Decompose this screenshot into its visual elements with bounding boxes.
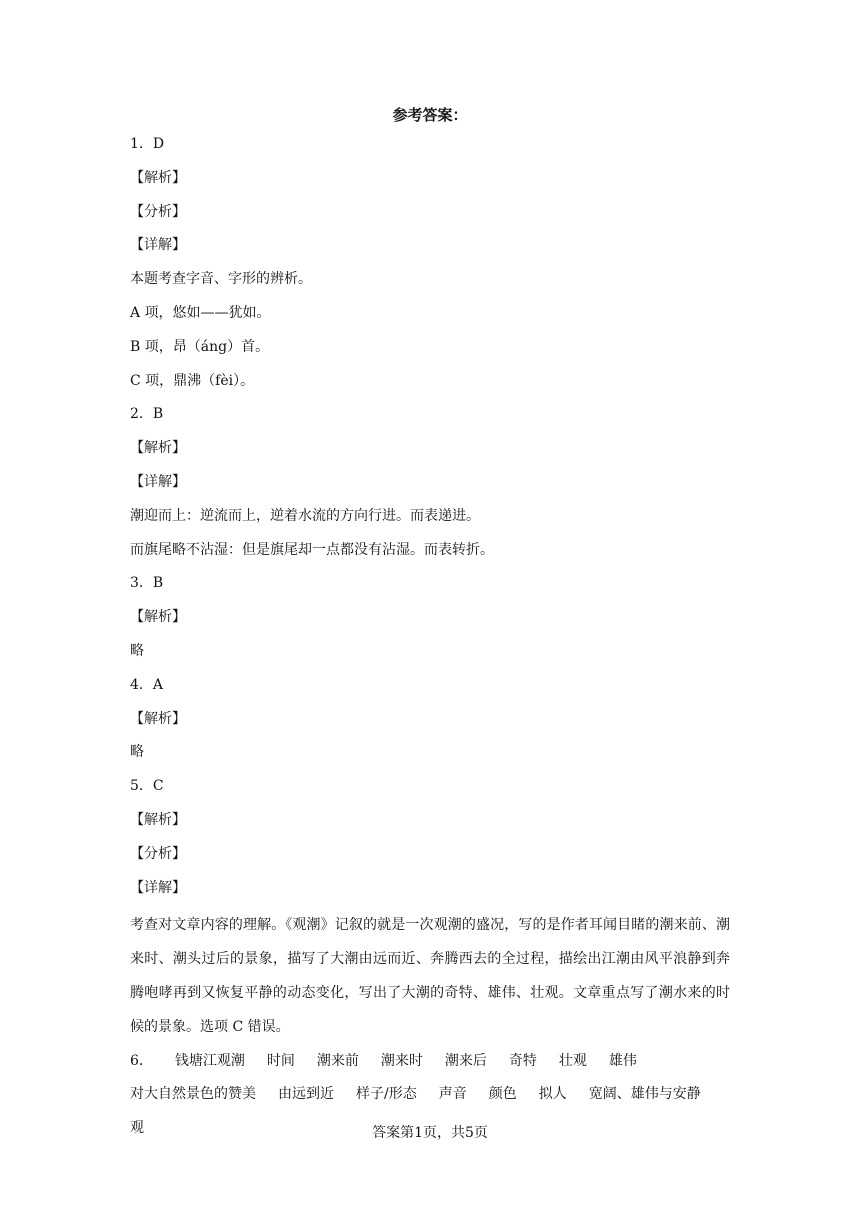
answer-term: 样子/形态 [356, 1086, 417, 1103]
analysis-paragraph: 考查对文章内容的理解。《观潮》记叙的就是一次观潮的盛况，写的是作者耳闻目睹的潮来前、潮来时、潮头过后的景象，描写了大潮由远而近、奔腾西去的全过程，描绘出江潮由风平浪静到奔腾咆哮再到又恢复平静的动态变化，写出了大潮的奇特、雄伟、壮观。文章重点写了潮水来的时候的景象。选项 C 错误。 [130, 917, 730, 1035]
answer-term: 雄伟 [608, 1052, 637, 1069]
answer-term: 潮来时 [380, 1052, 423, 1069]
answer-line: 潮迎而上：逆流而上，逆着水流的方向行进。而表递进。 [130, 507, 480, 524]
answer-line: 而旗尾略不沾湿：但是旗尾却一点都没有沾湿。而表转折。 [130, 541, 494, 558]
answer-line: B 项，昂（áng）首。 [130, 338, 270, 355]
answer-line: 2．B [130, 406, 164, 423]
answer-term: 声音 [438, 1086, 467, 1103]
answer-line: 【解析】 [130, 440, 186, 457]
answer-term: 时间 [266, 1052, 295, 1069]
answer-term: 观 [130, 1120, 144, 1137]
answer-line: 【详解】 [130, 237, 186, 254]
answer-term: 对大自然景色的赞美 [130, 1086, 256, 1103]
answer-line: 5．C [130, 778, 164, 795]
answer-line: 4．A [130, 676, 164, 693]
answer-term: 潮来后 [444, 1052, 487, 1069]
answer-line: 【解析】 [130, 169, 186, 186]
answer-term: 潮来前 [316, 1052, 359, 1069]
answer-content [130, 132, 730, 1146]
answer-line: C 项，鼎沸（fèi）。 [130, 372, 255, 389]
answer-line: 【解析】 [130, 811, 186, 828]
answer-line: 【详解】 [130, 879, 186, 896]
answer-term: 拟人 [538, 1086, 567, 1103]
answer-term: 壮观 [558, 1052, 587, 1069]
answer-line: A 项，悠如——犹如。 [130, 304, 271, 321]
answer-line: 略 [130, 744, 144, 761]
question-6-number: 6． [130, 1052, 153, 1069]
answer-line: 略 [130, 642, 144, 659]
answer-line: 【分析】 [130, 845, 186, 862]
answer-term: 颜色 [488, 1086, 517, 1103]
answer-line: 3．B [130, 575, 164, 592]
answer-term: 钱塘江观潮 [174, 1052, 245, 1069]
answer-line: 【解析】 [130, 609, 186, 626]
answer-line: 【详解】 [130, 473, 186, 490]
answer-term: 由远到近 [278, 1086, 334, 1103]
answer-term: 宽阔、雄伟与安静 [588, 1086, 701, 1103]
page-title: 参考答案： [392, 106, 468, 124]
answer-line: 本题考查字音、字形的辨析。 [130, 271, 312, 288]
answer-line: 【解析】 [130, 710, 186, 727]
answer-term: 奇特 [508, 1052, 537, 1069]
page-footer: 答案第1页，共5页 [372, 1125, 488, 1141]
answer-line: 【分析】 [130, 203, 186, 220]
answer-line: 1．D [130, 136, 165, 152]
